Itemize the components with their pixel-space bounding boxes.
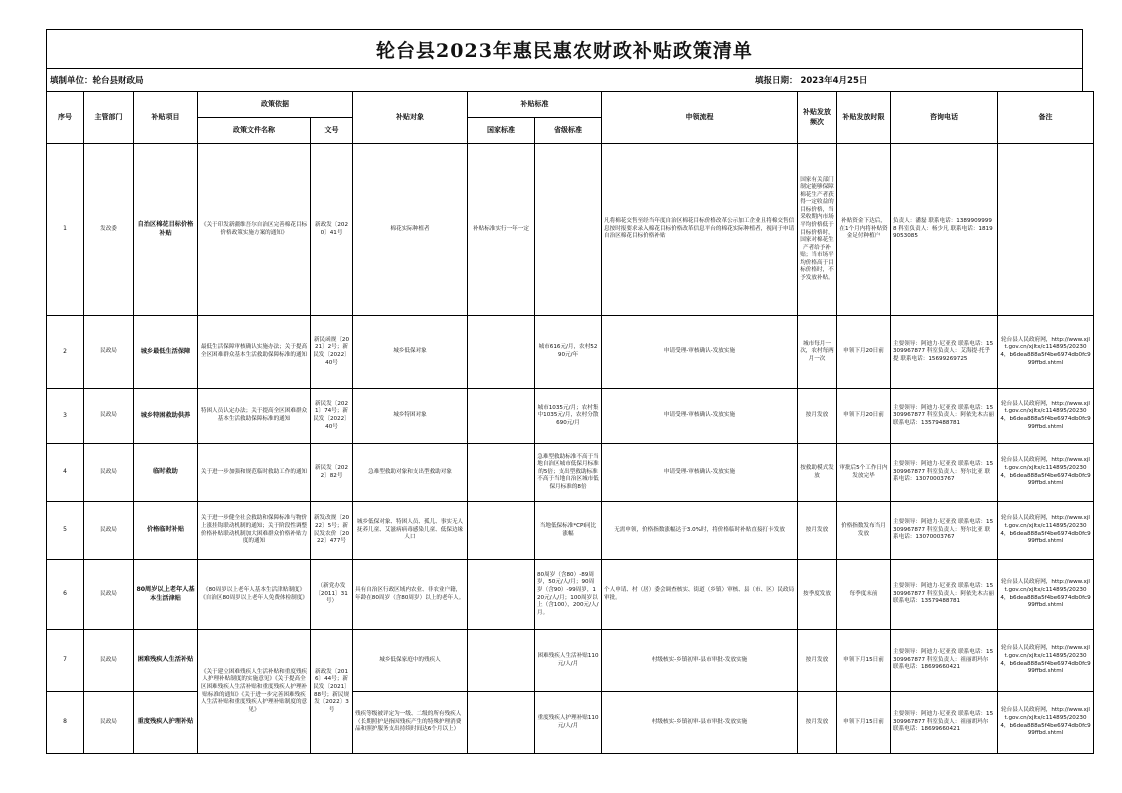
cell-dept: 民政局 (84, 630, 134, 692)
cell-item: 80周岁以上老年人基本生活津贴 (134, 560, 198, 630)
cell-doc-name: 《80周岁以上老年人基本生活津贴制度》《自治区80周岁以上老年人免费体检制度》 (198, 560, 311, 630)
cell-doc-no: （新党办发〔2011〕31号） (311, 560, 353, 630)
cell-doc-no: 新民发〔2022〕82号 (311, 444, 353, 502)
cell-phone: 主要领导：阿迪力·尼亚孜 联系电话：15309967877 科室负责人：阿依先木古丽 联系电话：13579488781 (891, 389, 998, 444)
header-target: 补贴对象 (353, 92, 468, 144)
policy-sheet (46, 29, 1091, 754)
cell-process: 个人申请、村（居）委会调查核实、街道（乡镇）审核、县（市、区）民政局审批。 (602, 560, 798, 630)
cell-provincial (535, 144, 602, 316)
cell-national (468, 316, 535, 389)
cell-doc-name: 特困人员认定办法；关于提高全区困难群众基本生活救助保障标准的通知 (198, 389, 311, 444)
table-row (47, 444, 1094, 502)
cell-dept: 民政局 (84, 444, 134, 502)
header-seq: 序号 (47, 92, 84, 144)
cell-freq: 按季度发放 (798, 560, 837, 630)
cell-provincial: 城市616元/月，农村5290元/年 (535, 316, 602, 389)
cell-remark: 轮台县人民政府网，http://www.xjlt.gov.cn/xjltx/c114895/202304，b6dea888a5f4be6974db0fc999ffbd.shtml (998, 560, 1094, 630)
cell-remark: 轮台县人民政府网，http://www.xjlt.gov.cn/xjltx/c114895/202304，b6dea888a5f4be6974db0fc999ffbd.shtml (998, 316, 1094, 389)
cell-item: 城乡特困救助供养 (134, 389, 198, 444)
cell-dept: 民政局 (84, 692, 134, 754)
cell-national: 补贴标准实行一年一定 (468, 144, 535, 316)
cell-remark: 轮台县人民政府网，http://www.xjlt.gov.cn/xjltx/c114895/202304，b6dea888a5f4be6974db0fc999ffbd.shtml (998, 502, 1094, 560)
cell-national (468, 444, 535, 502)
header-provincial: 省级标准 (535, 118, 602, 144)
cell-time: 申领下月15日前 (837, 630, 891, 692)
cell-process: 村级核实-乡镇初审-县市审批-发放实施 (602, 692, 798, 754)
cell-doc-name: 《关于印发新疆维吾尔自治区完善棉花目标价格政策实施方案的通知》 (198, 144, 311, 316)
cell-doc-no: 新民函规〔2021〕2号；新民发〔2022〕40号 (311, 316, 353, 389)
cell-seq: 8 (47, 692, 84, 754)
cell-dept: 民政局 (84, 316, 134, 389)
cell-provincial: 困难残疾人生活补贴110元/人/月 (535, 630, 602, 692)
cell-national (468, 502, 535, 560)
sheet-meta-row (46, 68, 1083, 91)
cell-remark: 轮台县人民政府网，http://www.xjlt.gov.cn/xjltx/c114895/202304，b6dea888a5f4be6974db0fc999ffbd.shtml (998, 630, 1094, 692)
cell-seq: 5 (47, 502, 84, 560)
sheet-title: 轮台县2023年惠民惠农财政补贴政策清单 (46, 29, 1083, 68)
header-freq: 补贴发放频次 (798, 92, 837, 144)
cell-time: 申领下月20日前 (837, 316, 891, 389)
cell-item: 城乡最低生活保障 (134, 316, 198, 389)
table-row (47, 316, 1094, 389)
cell-target: 城乡低保对象、特困人员、孤儿、事实无人抚养儿童、艾滋病病毒感染儿童、低保边缘人口 (353, 502, 468, 560)
cell-doc-name: 最低生活保障审核确认实施办法；关于提高全区困难群众基本生活救助保障标准的通知 (198, 316, 311, 389)
cell-item: 临时救助 (134, 444, 198, 502)
table-row (47, 630, 1094, 692)
header-process: 申领流程 (602, 92, 798, 144)
cell-provincial: 急难型救助标准不高于当地自治区城市低保月标准的5倍；支出型救助标准不高于当地自治区城市低保月标准的8倍 (535, 444, 602, 502)
header-phone: 咨询电话 (891, 92, 998, 144)
cell-target: 城乡低保对象 (353, 316, 468, 389)
cell-process: 申请受理-审核确认-发放实施 (602, 389, 798, 444)
cell-process: 村级核实-乡镇初审-县市审批-发放实施 (602, 630, 798, 692)
cell-item: 自治区棉花目标价格补贴 (134, 144, 198, 316)
policy-table (46, 91, 1094, 754)
header-national: 国家标准 (468, 118, 535, 144)
cell-dept: 民政局 (84, 389, 134, 444)
cell-provincial: 当地低保标准*CPI同比涨幅 (535, 502, 602, 560)
table-row (47, 144, 1094, 316)
cell-freq: 按月发放 (798, 630, 837, 692)
cell-phone: 主要领导：阿迪力·尼亚孜 联系电话：15309967877 科室负责人：努尔比亚 联系电话：13070003767 (891, 444, 998, 502)
cell-national (468, 560, 535, 630)
cell-seq: 1 (47, 144, 84, 316)
header-dept: 主管部门 (84, 92, 134, 144)
cell-dept: 民政局 (84, 502, 134, 560)
cell-remark: 轮台县人民政府网，http://www.xjlt.gov.cn/xjltx/c114895/202304，b6dea888a5f4be6974db0fc999ffbd.shtml (998, 444, 1094, 502)
cell-target: 棉花实际种植者 (353, 144, 468, 316)
cell-time: 每季度末前 (837, 560, 891, 630)
cell-doc-no: 新政发〔2016〕44号；新民发〔2021〕88号；新民规发〔2022〕3号 (311, 630, 353, 754)
cell-doc-no: 新政发〔2020〕41号 (311, 144, 353, 316)
cell-remark (998, 144, 1094, 316)
cell-remark: 轮台县人民政府网，http://www.xjlt.gov.cn/xjltx/c114895/202304，b6dea888a5f4be6974db0fc999ffbd.shtml (998, 692, 1094, 754)
cell-process: 凡将棉花交售至经当年度自治区棉花目标价格改革公示加工企业且将棉交售信息按时报要求录入棉花目标价格改革信息平台的棉花实际种植者，视同于申请自治区棉花目标价格补贴 (602, 144, 798, 316)
cell-item: 困难残疾人生活补贴 (134, 630, 198, 692)
cell-time: 补贴资金下达后，在1个月内将补贴资金足付种植户 (837, 144, 891, 316)
filing-date: 填报日期： 2023年4月25日 (755, 76, 868, 86)
cell-time: 审批后5个工作日内发放完毕 (837, 444, 891, 502)
cell-national (468, 389, 535, 444)
header-doc-no: 文号 (311, 118, 353, 144)
cell-target: 城乡特困对象 (353, 389, 468, 444)
cell-time: 申领下月15日前 (837, 692, 891, 754)
header-time: 补贴发放时限 (837, 92, 891, 144)
cell-item: 价格临时补贴 (134, 502, 198, 560)
cell-time: 价格指数发布当月发放 (837, 502, 891, 560)
filing-unit: 填制单位：轮台县财政局 (50, 76, 144, 86)
cell-phone: 主要领导：阿迪力·尼亚孜 联系电话：15309967877 科室负责人：祖丽胡玛尔 联系电话：18699660421 (891, 692, 998, 754)
cell-seq: 3 (47, 389, 84, 444)
table-row (47, 502, 1094, 560)
cell-target: 残疾等级被评定为一级、二级的所有残疾人（长期照护是指因残疾产生的特殊护理消费品和照护服务支出持续时间达6个月以上） (353, 692, 468, 754)
cell-doc-no: 新发改规〔2022〕5号；新民发农价〔2022〕477号 (311, 502, 353, 560)
cell-dept: 发改委 (84, 144, 134, 316)
table-row (47, 389, 1094, 444)
cell-national (468, 630, 535, 692)
cell-remark: 轮台县人民政府网，http://www.xjlt.gov.cn/xjltx/c114895/202304，b6dea888a5f4be6974db0fc999ffbd.shtml (998, 389, 1094, 444)
header-standard: 补贴标准 (468, 92, 602, 118)
cell-doc-name: 关于进一步加强和规范临时救助工作的通知 (198, 444, 311, 502)
header-basis: 政策依据 (198, 92, 353, 118)
cell-freq: 城市每月一次，农村每两月一次 (798, 316, 837, 389)
cell-process: 申请受理-审核确认-发放实施 (602, 316, 798, 389)
cell-phone: 主要领导：阿迪力·尼亚孜 联系电话：15309967877 科室负责人：阿依先木古丽 联系电话：13579488781 (891, 560, 998, 630)
cell-item: 重度残疾人护理补贴 (134, 692, 198, 754)
cell-process: 申请受理-审核确认-发放实施 (602, 444, 798, 502)
cell-dept: 民政局 (84, 560, 134, 630)
cell-freq: 按救助模式发放 (798, 444, 837, 502)
cell-provincial: 城市1035元/月；农村集中1035元/月，农村分散690元/月 (535, 389, 602, 444)
cell-phone: 主要领导：阿迪力·尼亚孜 联系电话：15309967877 科室负责人：艾海提·托乎提 联系电话：15699269725 (891, 316, 998, 389)
cell-doc-name: 关于进一步健全社会救助和保障标准与物价上涨挂钩联动机制的通知；关于阶段性调整价格补贴联动机制加大困难群众价格补贴力度的通知 (198, 502, 311, 560)
cell-time: 申领下月20日前 (837, 389, 891, 444)
cell-seq: 7 (47, 630, 84, 692)
header-remark: 备注 (998, 92, 1094, 144)
cell-freq: 按月发放 (798, 389, 837, 444)
cell-target: 急难型救助对象和支出型救助对象 (353, 444, 468, 502)
cell-provincial: 重度残疾人护理补贴110元/人/月 (535, 692, 602, 754)
cell-freq: 国家有关部门制定能够保障棉花生产者获得一定收益的目标价格，当采收期内市场平均价格低于目标价格时，国家对棉花生产者给予补贴；当市场平均价格高于目标价格时，不予发放补贴。 (798, 144, 837, 316)
header-doc-name: 政策文件名称 (198, 118, 311, 144)
cell-seq: 4 (47, 444, 84, 502)
cell-seq: 6 (47, 560, 84, 630)
cell-freq: 按月发放 (798, 692, 837, 754)
cell-target: 具有自治区行政区域内农业、非农业户籍，年龄在80周岁（含80周岁）以上的老年人。 (353, 560, 468, 630)
cell-phone: 负责人：潘磊 联系电话：13899099998 科室负责人：杨少凡 联系电话：18199053085 (891, 144, 998, 316)
table-row (47, 560, 1094, 630)
header-item: 补贴项目 (134, 92, 198, 144)
cell-national (468, 692, 535, 754)
cell-process: 无需申领，价格指数涨幅达于3.0%时，将价格临时补贴直接打卡发放 (602, 502, 798, 560)
cell-seq: 2 (47, 316, 84, 389)
cell-doc-no: 新民发〔2021〕74号；新民发〔2022〕40号 (311, 389, 353, 444)
cell-target: 城乡低保家庭中的残疾人 (353, 630, 468, 692)
cell-phone: 主要领导：阿迪力·尼亚孜 联系电话：15309967877 科室负责人：努尔比亚 联系电话：13070003767 (891, 502, 998, 560)
cell-phone: 主要领导：阿迪力·尼亚孜 联系电话：15309967877 科室负责人：祖丽胡玛尔 联系电话：18699660421 (891, 630, 998, 692)
cell-freq: 按月发放 (798, 502, 837, 560)
cell-doc-name: 《关于建立困难残疾人生活补贴和重度残疾人护理补贴制度的实施意见》《关于提高全区困难残疾人生活补贴和重度残疾人护理补贴标准的通知》《关于进一步完善困难残疾人生活补贴和重度残疾人护理补贴制度的意见》 (198, 630, 311, 754)
cell-provincial: 80周岁（含80）-89周岁，50元/人/月；90周岁（含90）-99周岁，120元/人/月；100周岁以上（含100），200元/人/月。 (535, 560, 602, 630)
